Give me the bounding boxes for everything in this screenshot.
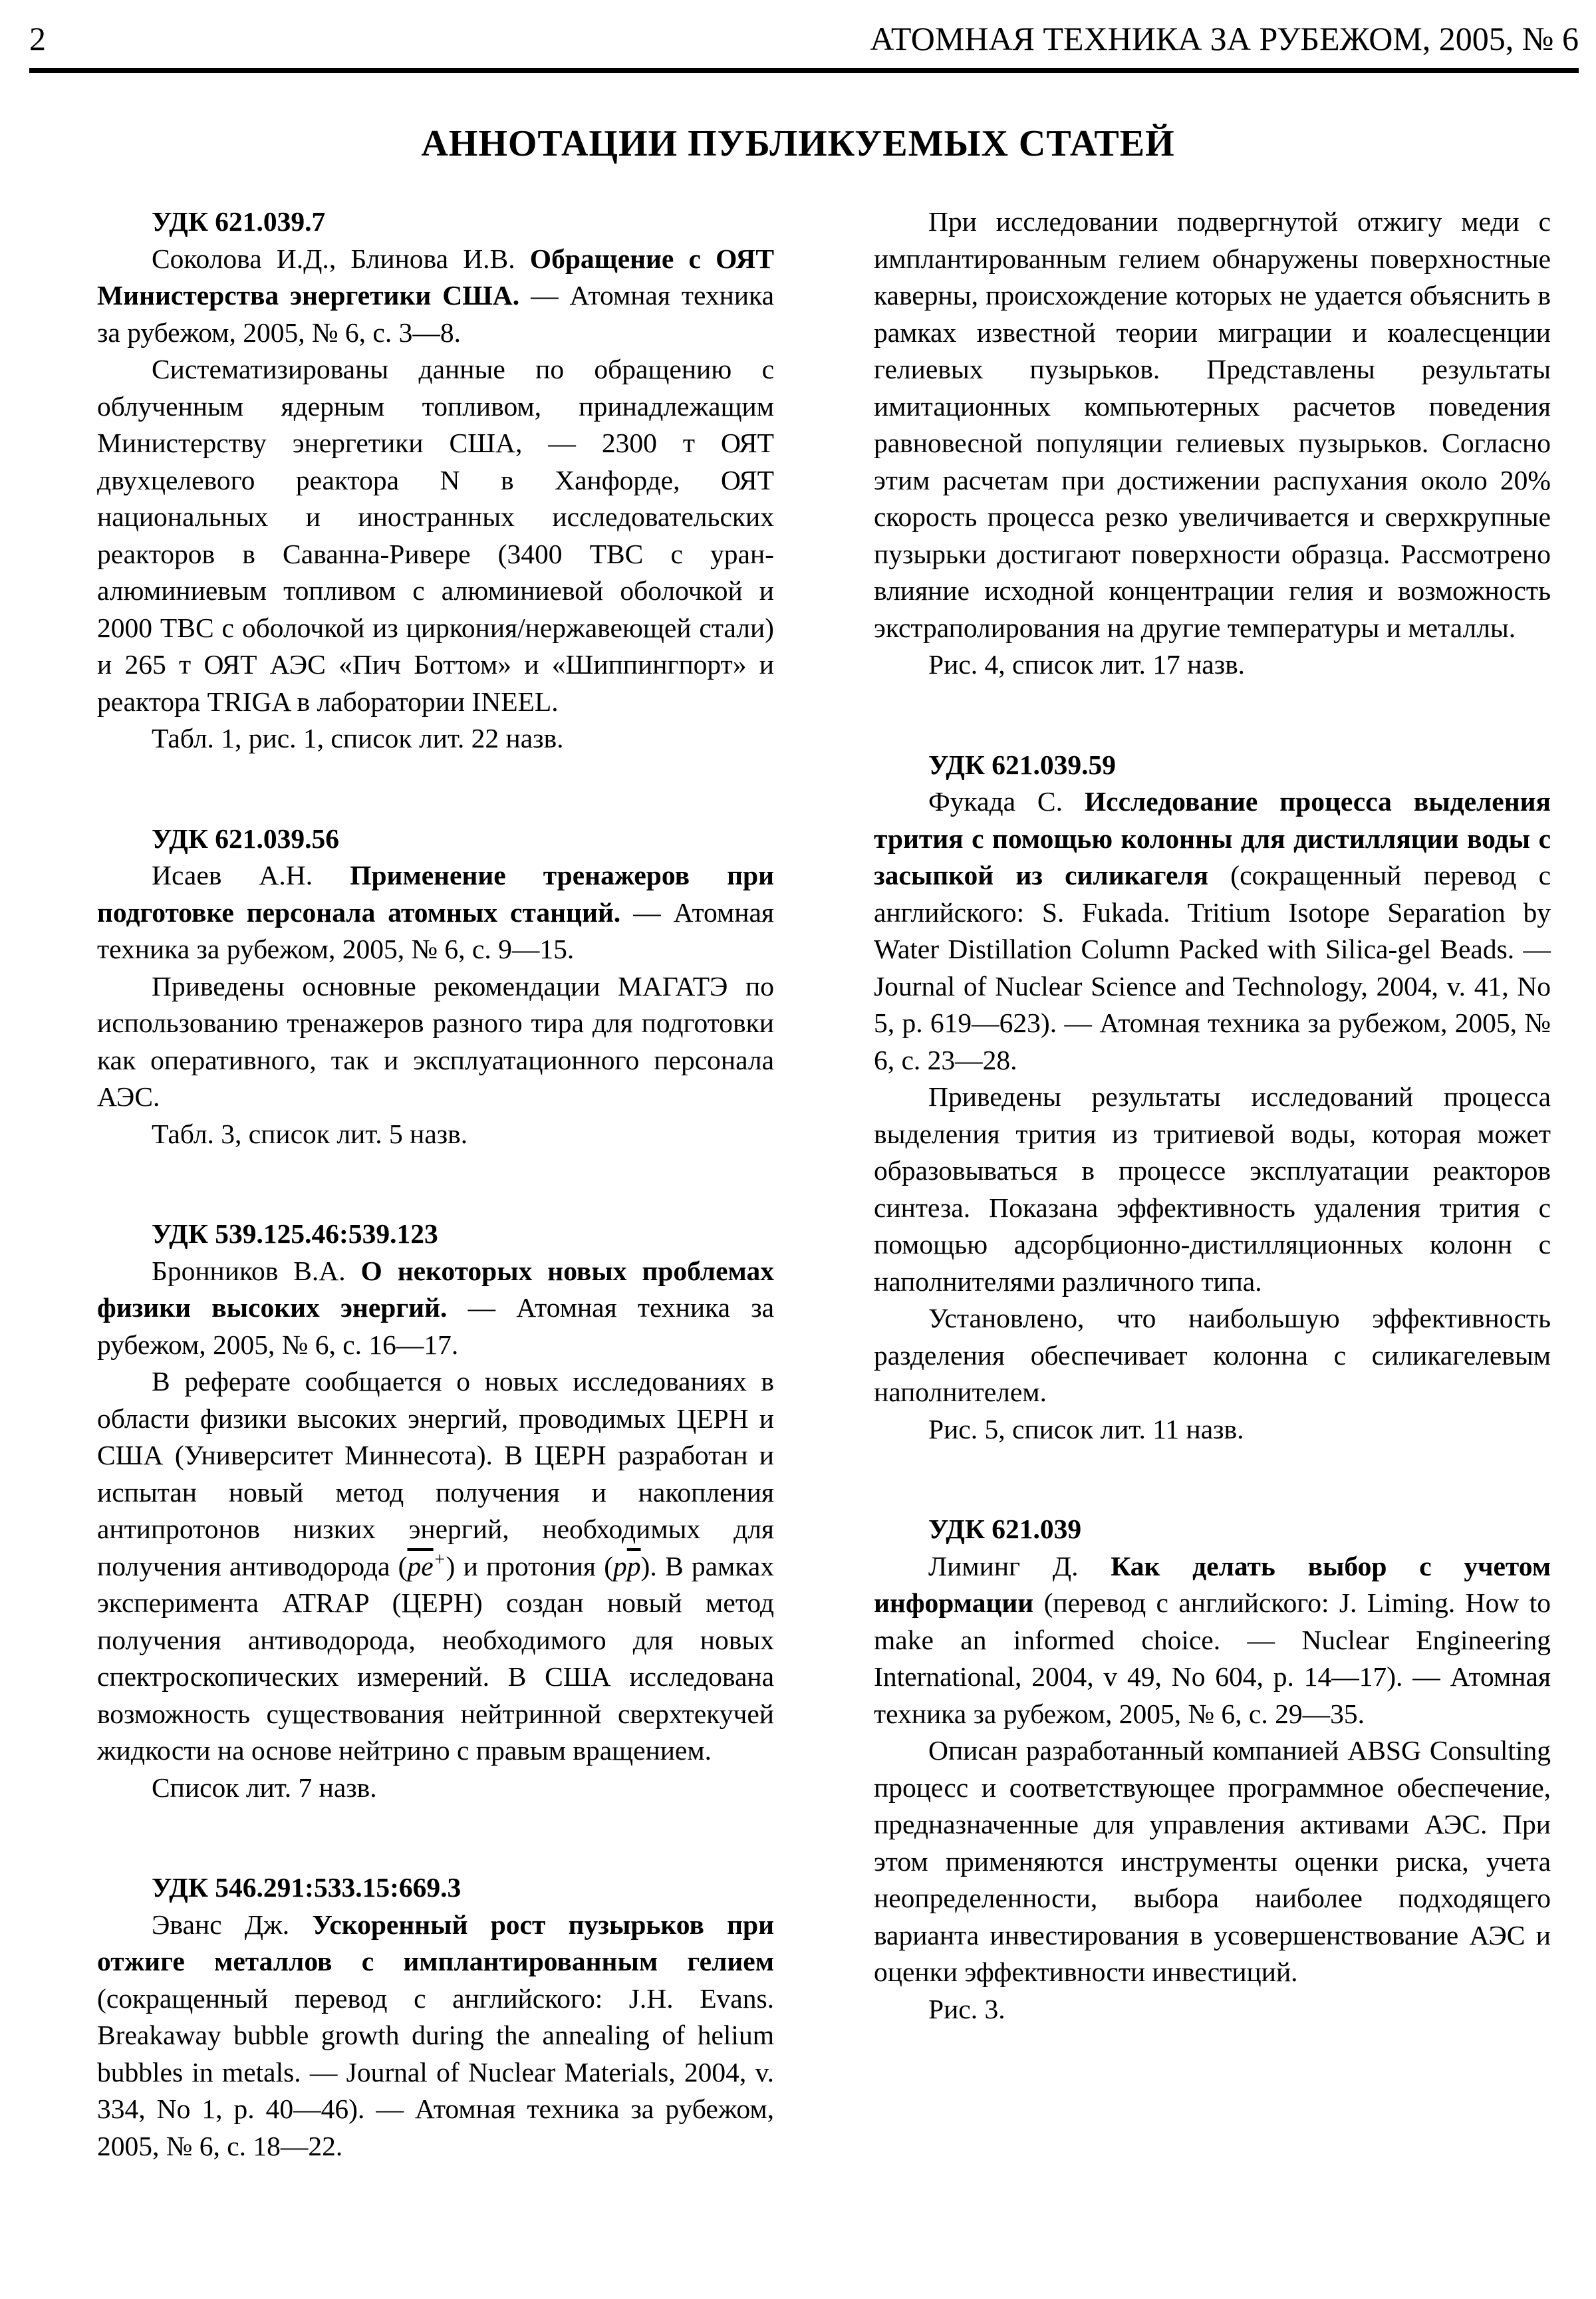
abstract-fukada <box>874 747 1551 1448</box>
abstract-text <box>97 1363 774 1770</box>
abstract-text: При исследовании подвергнутой отжигу меди с имплантированным гелием обнаружены поверхностные каверны, происхождение которых не удается объяснить в рамках известной теории миграции и коалесценции гелиевых пузырьков. Представлены результаты имитационных компьютерных расчетов поведения равновесной популяции гелиевых пузырьков. Согласно этим расчетам при достижении распухания около 20% скорость процесса резко увеличивается и сверхкрупные пузырьки достигают поверхности образца. Рассмотрено влияние исходной концентрации гелия и возможность экстраполирования на другие температуры и металлы. <box>874 206 1551 643</box>
authors: Исаев А.Н. <box>152 860 313 890</box>
authors: Лиминг Д. <box>928 1550 1079 1581</box>
abstract-isaev <box>97 821 774 1153</box>
references-note: Рис. 4, список лит. 17 назв. <box>928 649 1246 680</box>
antihydrogen-formula <box>407 1551 446 1581</box>
references-note: Табл. 1, рис. 1, список лит. 22 назв. <box>152 723 564 753</box>
running-head <box>29 12 1579 65</box>
source: (сокращенный перевод с английского: J.H. Evans. Breakaway bubble growth during the annealing of helium bubbles in metals. — Journal of Nuclear Materials, 2004, v. 334, No 1, p. 40—46). — Атомная техника за рубежом, 2005, № 6, с. 18—22. <box>97 1982 774 2161</box>
citation <box>97 857 774 968</box>
source: — Атомная техника за рубежом, 2005, № 6, с. 16—17. <box>97 1292 775 1360</box>
references-note: Список лит. 7 назв. <box>152 1772 377 1803</box>
right-column <box>874 203 1551 2028</box>
udk-code: УДК 539.125.46:539.123 <box>152 1218 438 1249</box>
article-title: Применение тренажеров при подготовке персонала атомных станций. <box>97 860 774 928</box>
abstract-evans <box>97 1869 774 2165</box>
references-note: Рис. 5, список лит. 11 назв. <box>928 1413 1244 1444</box>
udk-code: УДК 621.039 <box>928 1514 1082 1544</box>
references-note: Табл. 3, список лит. 5 назв. <box>152 1118 468 1149</box>
source: — Атомная техника за рубежом, 2005, № 6, с. 9—15. <box>97 896 774 964</box>
citation <box>97 1907 774 2165</box>
formula-overline: $\overline{p}$ <box>626 1550 641 1581</box>
abstract-liming <box>874 1511 1551 2028</box>
authors: Фукада С. <box>928 786 1063 817</box>
abstract-evans-continued <box>874 203 1551 684</box>
article-title: Ускоренный рост пузырьков при отжиге металлов с имплантированным гелием <box>97 1909 774 1976</box>
article-title: Исследование процесса выделения трития с помощью колонны для дистилляции воды с засыпкой из силикагеля <box>874 786 1551 890</box>
authors: Бронников В.А. <box>152 1255 346 1286</box>
article-title: Как делать выбор с учетом информации <box>874 1550 1551 1618</box>
journal-header: АТОМНАЯ ТЕХНИКА ЗА РУБЕЖОМ, 2005, № 6 <box>870 20 1579 57</box>
abstract-sokolova <box>97 203 774 757</box>
page-number: 2 <box>29 20 46 57</box>
citation <box>97 1253 774 1364</box>
udk-code: УДК 621.039.56 <box>152 823 340 854</box>
text-part: ) и протония ( <box>446 1550 614 1581</box>
abstract-text: Приведены основные рекомендации МАГАТЭ по использованию тренажеров разного тира для подготовки как оперативного, так и эксплуатационного персонала АЭС. <box>97 970 774 1112</box>
article-title: О некоторых новых проблемах физики высоких энергий. <box>97 1255 774 1323</box>
citation <box>874 783 1551 1079</box>
source: — Атомная техника за рубежом, 2005, № 6, с. 3—8. <box>97 280 774 348</box>
references-note: Рис. 3. <box>928 1993 1005 2024</box>
text-part: ). В рамках эксперимента ATRAP (ЦЕРН) создан новый метод получения антиводорода, необходимого для новых спектроскопических измерений. В США исследована возможность существования нейтринной сверхтекучей жидкости на основе нейтрино с правым вращением. <box>97 1550 774 1766</box>
authors: Эванс Дж. <box>152 1909 290 1940</box>
udk-code: УДК 546.291:533.15:669.3 <box>152 1872 462 1903</box>
text-part: В реферате сообщается о новых исследованиях в области физики высоких энергий, проводимых ЦЕРН и США (Университет Миннесота). В ЦЕРН разработан и испытан новый метод получения и накопления антипротонов низких энергий, необходимых для получения антиводорода ( <box>97 1366 774 1581</box>
source: (сокращенный перевод с английского: S. Fukada. Tritium Isotope Separation by Water Distillation Column Packed with Silica-gel Beads. — Journal of Nuclear Science and Technology, 2004, v. 41, No 5, p. 619—623). — Атомная техника за рубежом, 2005, № 6, с. 23—28. <box>874 860 1551 1075</box>
formula-overline: $\overline{pe}$ <box>407 1550 434 1581</box>
source: (перевод с английского: J. Liming. How to make an informed choice. — Nuclear Engineering International, 2004, v 49, No 604, p. 14—17). — Атомная техника за рубежом, 2005, № 6, с. 29—35. <box>874 1587 1551 1729</box>
header-rule <box>29 68 1579 73</box>
abstract-text: Приведены результаты исследований процесса выделения трития из тритиевой воды, которая может образовываться в процессе эксплуатации реакторов синтеза. Показана эффективность удаления трития с помощью адсорбционно-дистилляционных колонн с наполнителями различного типа. <box>874 1081 1551 1297</box>
citation <box>874 1548 1551 1733</box>
formula-base: p <box>613 1550 627 1581</box>
abstract-bronnikov <box>97 1216 774 1806</box>
formula-superscript: + <box>433 1549 446 1570</box>
citation <box>97 241 774 352</box>
udk-code: УДК 621.039.7 <box>152 206 326 237</box>
protonium-formula <box>613 1551 641 1581</box>
abstract-text: Описан разработанный компанией ABSG Consulting процесс и соответствующее программное обеспечение, предназначенные для управления активами АЭС. При этом применяются инструменты оценки риска, учета неопределенности, выбора наиболее подходящего варианта инвестирования в усовершенствование АЭС и оценки эффективности инвестиций. <box>874 1735 1551 1987</box>
page-title: АННОТАЦИИ ПУБЛИКУЕМЫХ СТАТЕЙ <box>421 123 1175 164</box>
abstract-text: Систематизированы данные по обращению с облученным ядерным топливом, принадлежащим Министерству энергетики США, — 2300 т ОЯТ двухцелевого реактора N в Ханфорде, ОЯТ национальных и иностранных исследовательских реакторов в Саванна-Ривере (3400 ТВС с уран-алюминиевым топливом с алюминиевой оболочкой и 2000 ТВС с оболочкой из циркония/нержавеющей стали) и 265 т ОЯТ АЭС «Пич Боттом» и «Шиппингпорт» и реактора TRIGA в лаборатории INEEL. <box>97 354 774 717</box>
abstract-text: Установлено, что наибольшую эффективность разделения обеспечивает колонна с силикагелевым наполнителем. <box>874 1303 1551 1407</box>
authors: Соколова И.Д., Блинова И.В. <box>152 243 515 274</box>
article-title: Обращение с ОЯТ Министерства энергетики США. <box>97 243 775 311</box>
left-column <box>97 203 774 2165</box>
udk-code: УДК 621.039.59 <box>928 749 1117 780</box>
